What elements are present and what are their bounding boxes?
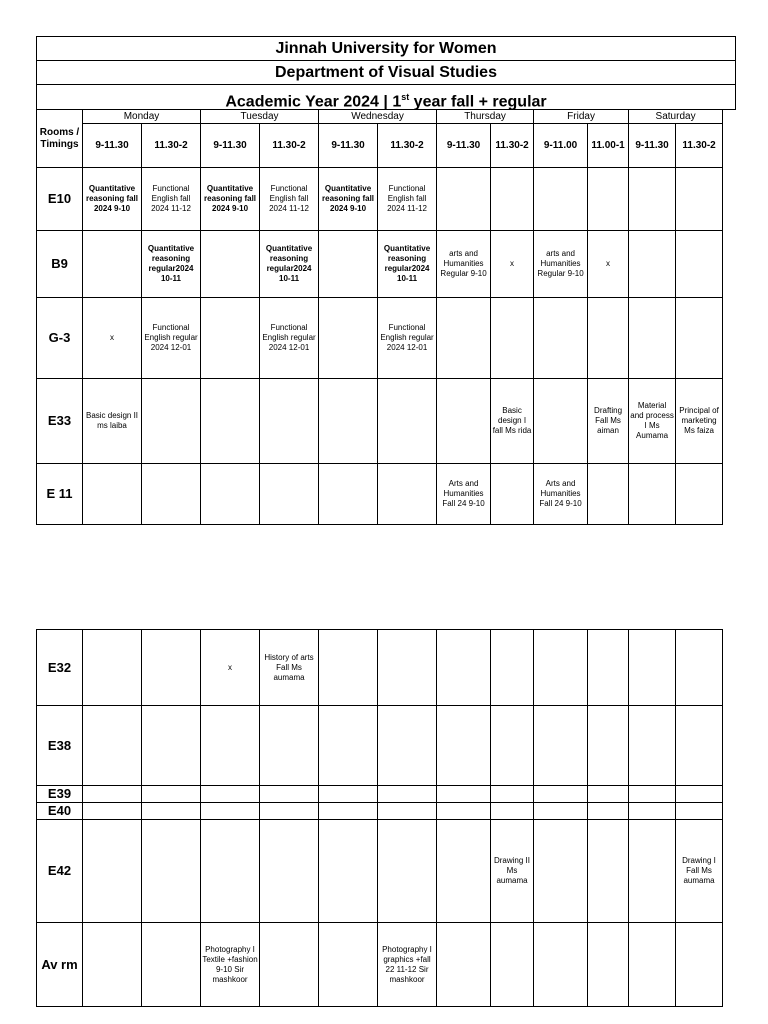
schedule-cell: [629, 803, 676, 820]
schedule-cell: [319, 820, 378, 923]
schedule-cell: [378, 786, 437, 803]
schedule-cell: [319, 379, 378, 464]
room-label: E32: [37, 630, 83, 706]
schedule-cell: [629, 298, 676, 379]
schedule-cell: [319, 298, 378, 379]
room-label: E10: [37, 168, 83, 231]
room-label: E 11: [37, 464, 83, 525]
schedule-cell: Quantitative reasoning fall 2024 9-10: [83, 168, 142, 231]
schedule-cell: [588, 820, 629, 923]
schedule-cell: [378, 820, 437, 923]
schedule-cell: [629, 786, 676, 803]
schedule-cell: [83, 231, 142, 298]
table-row: [37, 630, 723, 706]
schedule-cell: Quantitative reasoning regular2024 10-11: [142, 231, 201, 298]
schedule-cell: Basic design I fall Ms rida: [491, 379, 534, 464]
schedule-cell: [319, 464, 378, 525]
schedule-cell: Material and process I Ms Aumama: [629, 379, 676, 464]
schedule-cell: [534, 706, 588, 786]
schedule-cell: [201, 706, 260, 786]
schedule-cell: [676, 464, 723, 525]
schedule-cell: x: [83, 298, 142, 379]
table-row: [37, 706, 723, 786]
schedule-cell: Photography I Textile +fashion 9-10 Sir mashkoor: [201, 923, 260, 1007]
time-slot-0: 9-11.30: [83, 124, 142, 168]
schedule-cell: [437, 706, 491, 786]
time-slot-8: 9-11.00: [534, 124, 588, 168]
schedule-cell: Photography I graphics +fall 22 11-12 Sir mashkoor: [378, 923, 437, 1007]
schedule-cell: [142, 464, 201, 525]
schedule-cell: [534, 786, 588, 803]
time-slot-4: 9-11.30: [319, 124, 378, 168]
schedule-cell: [588, 464, 629, 525]
schedule-cell: [676, 231, 723, 298]
schedule-cell: [319, 630, 378, 706]
schedule-cell: [676, 630, 723, 706]
room-label: E38: [37, 706, 83, 786]
schedule-cell: [142, 820, 201, 923]
schedule-cell: Basic design II ms laiba: [83, 379, 142, 464]
schedule-cell: [378, 706, 437, 786]
schedule-cell: Drawing I Fall Ms aumama: [676, 820, 723, 923]
schedule-cell: [83, 706, 142, 786]
schedule-cell: [201, 231, 260, 298]
academic-year-text-end: year fall + regular: [409, 93, 547, 111]
academic-year-text: Academic Year 2024 | 1: [225, 93, 402, 111]
schedule-cell: [588, 923, 629, 1007]
day-monday: Monday: [83, 110, 201, 124]
schedule-cell: Quantitative reasoning regular2024 10-11: [260, 231, 319, 298]
day-saturday: Saturday: [629, 110, 723, 124]
schedule-cell: [319, 923, 378, 1007]
schedule-cell: Quantitative reasoning fall 2024 9-10: [201, 168, 260, 231]
time-slot-3: 11.30-2: [260, 124, 319, 168]
table-row: [37, 231, 723, 298]
schedule-cell: [588, 706, 629, 786]
schedule-cell: Functional English fall 2024 11-12: [260, 168, 319, 231]
timetable-continued: [36, 629, 723, 1007]
table-row: [37, 923, 723, 1007]
schedule-cell: Functional English fall 2024 11-12: [378, 168, 437, 231]
schedule-cell: [491, 298, 534, 379]
schedule-cell: [534, 379, 588, 464]
schedule-cell: [437, 803, 491, 820]
schedule-cell: [491, 706, 534, 786]
schedule-cell: arts and Humanities Regular 9-10: [437, 231, 491, 298]
room-label: E39: [37, 786, 83, 803]
table-row: [37, 379, 723, 464]
schedule-cell: Drafting Fall Ms aiman: [588, 379, 629, 464]
schedule-cell: [201, 379, 260, 464]
schedule-cell: [83, 786, 142, 803]
schedule-cell: [629, 923, 676, 1007]
schedule-cell: [629, 706, 676, 786]
schedule-cell: [83, 820, 142, 923]
schedule-cell: Arts and Humanities Fall 24 9-10: [534, 464, 588, 525]
academic-year-title: [36, 84, 736, 110]
schedule-cell: [491, 464, 534, 525]
schedule-cell: [491, 803, 534, 820]
schedule-cell: [491, 168, 534, 231]
schedule-cell: [437, 786, 491, 803]
day-wednesday: Wednesday: [319, 110, 437, 124]
room-label: E42: [37, 820, 83, 923]
schedule-cell: [588, 168, 629, 231]
schedule-cell: [676, 706, 723, 786]
schedule-cell: Functional English regular 2024 12-01: [142, 298, 201, 379]
academic-year-sup: st: [401, 92, 410, 102]
schedule-cell: [83, 803, 142, 820]
schedule-cell: [83, 630, 142, 706]
schedule-cell: [260, 803, 319, 820]
schedule-cell: [676, 923, 723, 1007]
schedule-cell: History of arts Fall Ms aumama: [260, 630, 319, 706]
table-row: [37, 803, 723, 820]
schedule-cell: Quantitative reasoning regular2024 10-11: [378, 231, 437, 298]
schedule-cell: [676, 786, 723, 803]
room-label: E33: [37, 379, 83, 464]
schedule-cell: x: [588, 231, 629, 298]
schedule-cell: Drawing II Ms aumama: [491, 820, 534, 923]
schedule-cell: [629, 231, 676, 298]
schedule-cell: x: [491, 231, 534, 298]
schedule-cell: [437, 298, 491, 379]
table-row: [37, 298, 723, 379]
schedule-cell: [534, 630, 588, 706]
schedule-cell: [201, 820, 260, 923]
schedule-cell: [378, 464, 437, 525]
schedule-cell: [201, 464, 260, 525]
time-slot-9: 11.00-1: [588, 124, 629, 168]
schedule-cell: [260, 379, 319, 464]
schedule-cell: x: [201, 630, 260, 706]
schedule-cell: [588, 630, 629, 706]
schedule-cell: [491, 786, 534, 803]
schedule-cell: Quantitative reasoning fall 2024 9-10: [319, 168, 378, 231]
schedule-cell: [319, 706, 378, 786]
schedule-cell: [676, 168, 723, 231]
room-label: G-3: [37, 298, 83, 379]
table-row: [37, 168, 723, 231]
schedule-cell: [142, 803, 201, 820]
room-label: Av rm: [37, 923, 83, 1007]
schedule-cell: [534, 298, 588, 379]
schedule-cell: Principal of marketing Ms faiza: [676, 379, 723, 464]
schedule-cell: [588, 803, 629, 820]
schedule-cell: [142, 923, 201, 1007]
schedule-cell: [142, 630, 201, 706]
time-slot-1: 11.30-2: [142, 124, 201, 168]
schedule-cell: [629, 820, 676, 923]
schedule-cell: [260, 706, 319, 786]
schedule-cell: [201, 298, 260, 379]
schedule-cell: [260, 923, 319, 1007]
time-slot-6: 9-11.30: [437, 124, 491, 168]
schedule-cell: [588, 786, 629, 803]
schedule-cell: [378, 379, 437, 464]
schedule-cell: [491, 630, 534, 706]
schedule-cell: [491, 923, 534, 1007]
schedule-cell: [534, 803, 588, 820]
schedule-cell: [437, 630, 491, 706]
schedule-cell: [142, 706, 201, 786]
time-slot-11: 11.30-2: [676, 124, 723, 168]
schedule-cell: arts and Humanities Regular 9-10: [534, 231, 588, 298]
table-row: [37, 786, 723, 803]
schedule-cell: [437, 168, 491, 231]
table-row: [37, 464, 723, 525]
schedule-cell: [260, 786, 319, 803]
table-row: [37, 820, 723, 923]
schedule-cell: [319, 803, 378, 820]
timetable-main: [36, 109, 723, 525]
day-tuesday: Tuesday: [201, 110, 319, 124]
schedule-cell: [319, 231, 378, 298]
schedule-cell: Functional English regular 2024 12-01: [378, 298, 437, 379]
schedule-cell: [260, 820, 319, 923]
schedule-cell: [437, 820, 491, 923]
room-label: B9: [37, 231, 83, 298]
schedule-cell: [629, 630, 676, 706]
schedule-cell: [378, 630, 437, 706]
schedule-cell: [629, 168, 676, 231]
rooms-timings-header: Rooms / Timings: [37, 110, 83, 168]
schedule-cell: Functional English regular 2024 12-01: [260, 298, 319, 379]
university-title: Jinnah University for Women: [36, 36, 736, 61]
schedule-cell: [260, 464, 319, 525]
schedule-cell: Arts and Humanities Fall 24 9-10: [437, 464, 491, 525]
schedule-cell: [437, 923, 491, 1007]
schedule-cell: [201, 803, 260, 820]
schedule-cell: [83, 464, 142, 525]
schedule-cell: [534, 923, 588, 1007]
schedule-cell: [629, 464, 676, 525]
schedule-cell: [437, 379, 491, 464]
schedule-cell: [83, 923, 142, 1007]
schedule-cell: [142, 786, 201, 803]
time-slot-10: 9-11.30: [629, 124, 676, 168]
schedule-cell: [142, 379, 201, 464]
schedule-cell: [319, 786, 378, 803]
room-label: E40: [37, 803, 83, 820]
schedule-cell: [378, 803, 437, 820]
schedule-cell: [201, 786, 260, 803]
schedule-cell: [534, 168, 588, 231]
time-slot-5: 11.30-2: [378, 124, 437, 168]
department-title: Department of Visual Studies: [36, 60, 736, 85]
day-thursday: Thursday: [437, 110, 534, 124]
schedule-cell: Functional English fall 2024 11-12: [142, 168, 201, 231]
day-friday: Friday: [534, 110, 629, 124]
schedule-cell: [676, 803, 723, 820]
schedule-cell: [588, 298, 629, 379]
time-slot-2: 9-11.30: [201, 124, 260, 168]
schedule-cell: [534, 820, 588, 923]
schedule-cell: [676, 298, 723, 379]
time-slot-7: 11.30-2: [491, 124, 534, 168]
